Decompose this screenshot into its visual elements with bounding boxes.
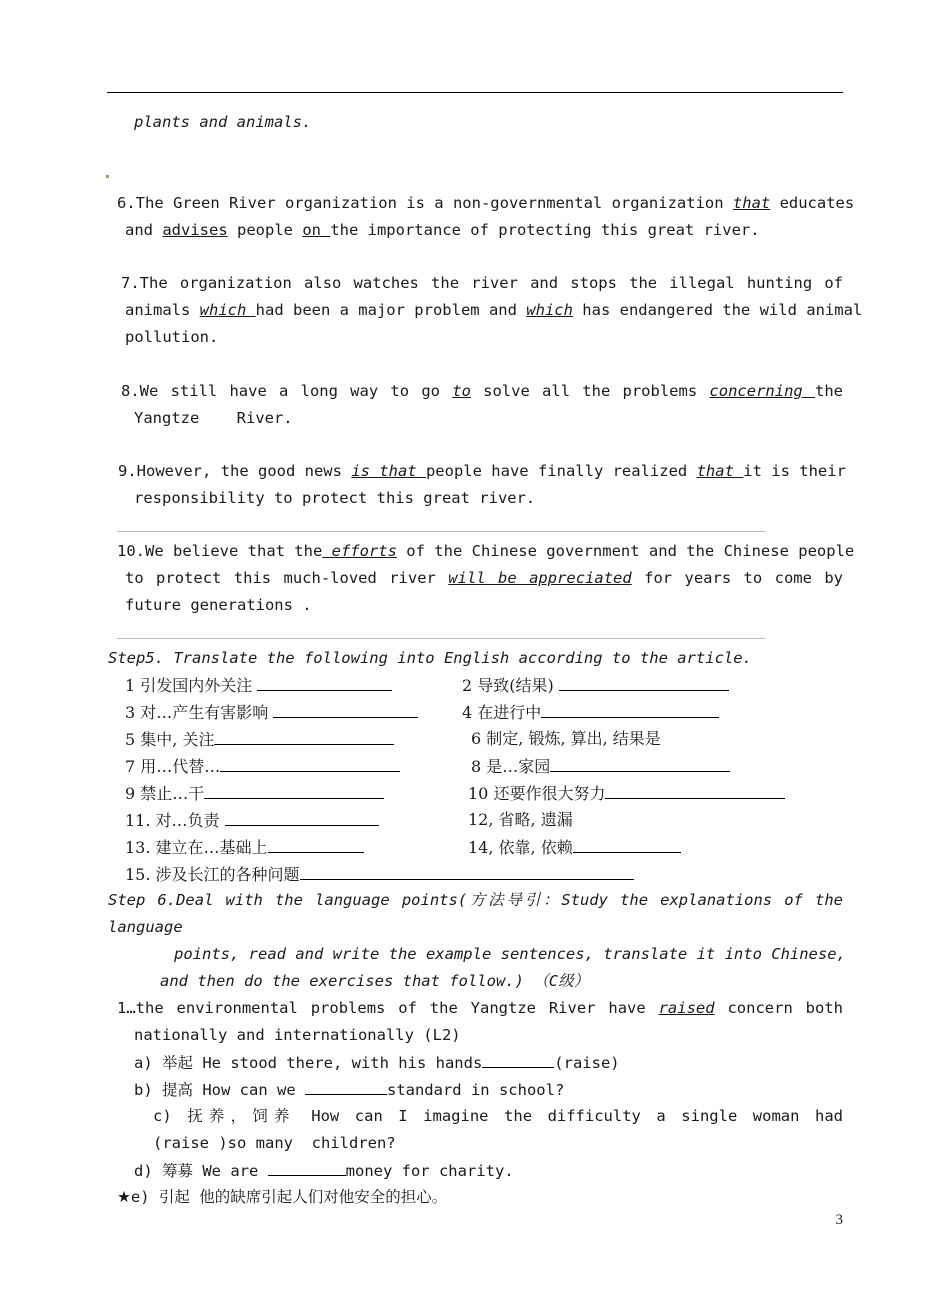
answer-that: that [732, 194, 771, 212]
continuation-text: plants and animals. [134, 113, 312, 131]
step5-item-5: 5 集中, 关注 [125, 729, 394, 750]
answer-advises: advises [162, 221, 228, 239]
page-number: 3 [835, 1212, 843, 1228]
step6-heading-line1: Step 6.Deal with the language points(方法导引：Study the explanations of the [108, 891, 843, 909]
sentence-9-line2: responsibility to protect this great river. [134, 489, 536, 507]
answer-to: to [452, 382, 471, 400]
answer-will-be-appreciated: will be appreciated [448, 569, 632, 587]
sentence-9-line1: 9.However, the good news is that people have finally realized that it is their [118, 462, 846, 480]
sentence-7-line1: 7.The organization also watches the river and stops the illegal hunting of [121, 274, 843, 292]
answer-raised: raised [658, 999, 715, 1017]
step5-item-10: 10 还要作很大努力 [468, 783, 785, 804]
exercise-c-line2: (raise )so many children? [153, 1134, 396, 1152]
sentence-10-line2: to protect this much-loved river will be appreciated for years to come by [125, 569, 844, 587]
sentence-6-line1: 6.The Green River organization is a non-governmental organization that educates [117, 194, 855, 212]
separator-2 [117, 638, 765, 639]
answer-blank[interactable] [573, 837, 681, 853]
answer-concerning: concerning [709, 382, 815, 400]
step6-heading-line3: points, read and write the example sentences, translate it into Chinese, [174, 945, 846, 963]
sentence-10-line1: 10.We believe that the efforts of the Chinese government and the Chinese people [117, 542, 855, 560]
answer-blank[interactable] [220, 756, 400, 772]
step5-item-9: 9 禁止…干 [125, 783, 384, 804]
step5-item-15: 15. 涉及长江的各种问题 [125, 864, 634, 885]
exercise-c-line1: c) 抚养，饲养 How can I imagine the difficulty a single woman had [153, 1107, 843, 1125]
step6-heading-line4: and then do the exercises that follow.) （C级） [160, 972, 590, 990]
answer-blank[interactable] [305, 1079, 387, 1095]
step5-item-3: 3 对…产生有害影响 [125, 702, 418, 723]
answer-blank[interactable] [300, 864, 634, 880]
sentence-8-line2: Yangtze River. [134, 409, 293, 427]
star-icon: ★ [117, 1188, 131, 1206]
exercise-d: d) 筹募 We are money for charity. [134, 1162, 514, 1180]
answer-that-2: that [696, 462, 744, 480]
answer-blank[interactable] [204, 783, 384, 799]
step5-item-2: 2 导致(结果) [462, 675, 729, 696]
header-rule [107, 92, 843, 93]
answer-blank[interactable] [268, 837, 364, 853]
step5-item-11: 11. 对…负责 [125, 810, 379, 831]
language-point-1-line2: nationally and internationally (L2) [134, 1026, 461, 1044]
exercise-e: ★e) 引起 他的缺席引起人们对他安全的担心。 [117, 1188, 448, 1206]
sentence-10-line3: future generations . [125, 596, 312, 614]
step5-item-8: 8 是…家园 [471, 756, 730, 777]
sentence-7-line3: pollution. [125, 328, 219, 346]
marker-dot [106, 175, 109, 178]
answer-blank[interactable] [225, 810, 379, 826]
step5-item-12: 12, 省略, 遗漏 [468, 810, 573, 829]
answer-blank[interactable] [273, 702, 418, 718]
answer-blank[interactable] [541, 702, 719, 718]
sentence-7-line2: animals which had been a major problem and which has endangered the wild animal [125, 301, 863, 319]
step5-item-14: 14, 依靠, 依赖 [468, 837, 681, 858]
answer-which-1: which [199, 301, 256, 319]
exercise-b: b) 提高 How can we standard in school? [134, 1081, 565, 1099]
answer-is-that: is that [351, 462, 426, 480]
sentence-6-line2: and advises people on the importance of protecting this great river. [125, 221, 760, 239]
answer-blank[interactable] [482, 1052, 554, 1068]
answer-on: on [302, 221, 331, 239]
answer-which-2: which [526, 301, 573, 319]
answer-blank[interactable] [268, 1160, 346, 1176]
step5-item-1: 1 引发国内外关注 [125, 675, 392, 696]
sentence-8-line1: 8.We still have a long way to go to solve all the problems concerning the [121, 382, 843, 400]
step5-item-7: 7 用…代替… [125, 756, 400, 777]
step6-heading-line2: language [108, 918, 183, 936]
answer-blank[interactable] [550, 756, 730, 772]
step5-item-13: 13. 建立在…基础上 [125, 837, 364, 858]
step5-item-6: 6 制定, 锻炼, 算出, 结果是 [471, 729, 661, 748]
answer-blank[interactable] [605, 783, 785, 799]
step5-heading: Step5. Translate the following into English according to the article. [108, 649, 752, 667]
separator-1 [117, 531, 765, 532]
answer-blank[interactable] [257, 675, 392, 691]
language-point-1-line1: 1…the environmental problems of the Yangtze River have raised concern both [117, 999, 843, 1017]
step5-item-4: 4 在进行中 [462, 702, 719, 723]
exercise-a: a) 举起 He stood there, with his hands (raise) [134, 1054, 620, 1072]
answer-efforts: efforts [322, 542, 397, 560]
answer-blank[interactable] [559, 675, 729, 691]
answer-blank[interactable] [214, 729, 394, 745]
